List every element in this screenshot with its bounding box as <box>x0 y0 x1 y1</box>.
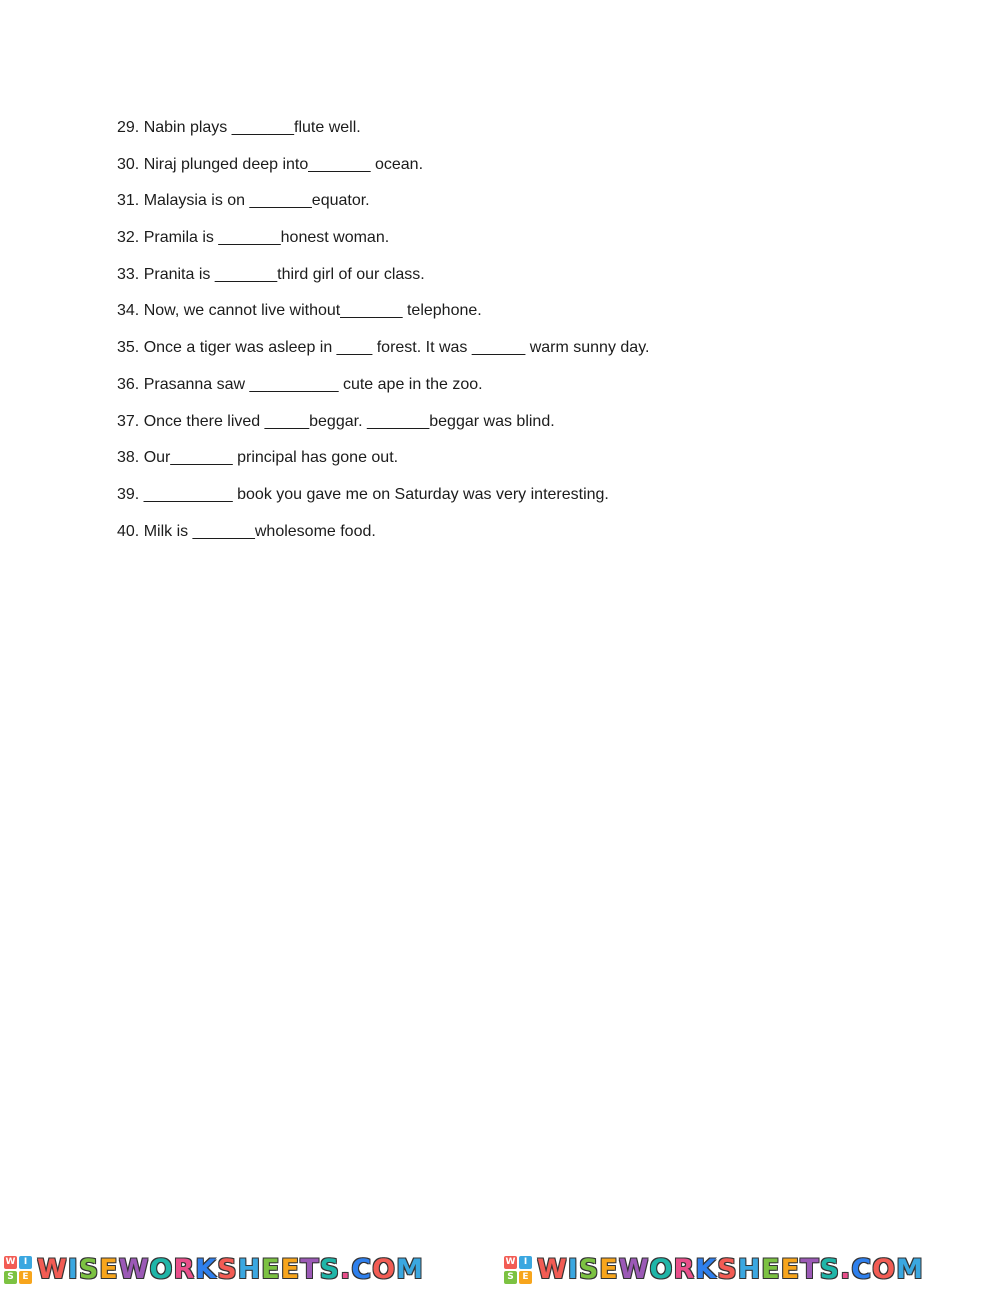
watermark-letter: E <box>599 1254 619 1285</box>
question-36: 36. Prasanna saw __________ cute ape in the zoo. <box>117 375 483 393</box>
logo-cell: S <box>504 1271 517 1284</box>
watermark-footer <box>0 1252 1000 1288</box>
watermark-letter: W <box>118 1254 150 1285</box>
watermark-letter: H <box>737 1254 762 1285</box>
watermark-letter: S <box>717 1254 738 1285</box>
watermark-letter: R <box>173 1254 196 1285</box>
watermark-letter: I <box>567 1254 579 1285</box>
watermark-letter: M <box>396 1254 424 1285</box>
watermark-letter: M <box>896 1254 924 1285</box>
watermark-letter: T <box>300 1254 320 1285</box>
logo-cell: I <box>519 1256 532 1269</box>
watermark-letter: S <box>578 1254 600 1285</box>
watermark-letter: S <box>819 1254 841 1285</box>
watermark-letter: O <box>649 1254 674 1285</box>
watermark-letter: T <box>800 1254 820 1285</box>
logo-cell: I <box>19 1256 32 1269</box>
watermark-letter: S <box>78 1254 100 1285</box>
question-40: 40. Milk is _______wholesome food. <box>117 522 376 540</box>
watermark-letter: O <box>872 1254 897 1285</box>
watermark-letter: W <box>618 1254 650 1285</box>
watermark-brand <box>504 1252 924 1288</box>
question-30: 30. Niraj plunged deep into_______ ocean. <box>117 155 424 173</box>
watermark-letter: E <box>280 1254 301 1285</box>
watermark-letter: I <box>67 1254 79 1285</box>
watermark-letter: E <box>780 1254 801 1285</box>
watermark-text <box>37 1252 424 1288</box>
question-39: 39. __________ book you gave me on Saturday was very interesting. <box>117 485 609 503</box>
watermark-letter: C <box>351 1254 373 1285</box>
question-32: 32. Pramila is _______honest woman. <box>117 229 390 247</box>
watermark-letter: H <box>237 1254 262 1285</box>
watermark-brand <box>4 1252 424 1288</box>
logo-cell: S <box>4 1271 17 1284</box>
logo-cell: W <box>505 1257 516 1267</box>
watermark-letter: E <box>99 1254 119 1285</box>
question-34: 34. Now, we cannot live without_______ telephone. <box>117 302 482 320</box>
watermark-letter: S <box>319 1254 341 1285</box>
watermark-letter: S <box>217 1254 238 1285</box>
watermark-letter: K <box>695 1254 718 1285</box>
watermark-letter: C <box>851 1254 873 1285</box>
question-33: 33. Pranita is _______third girl of our class. <box>117 265 425 283</box>
watermark-letter: . <box>340 1254 352 1285</box>
watermark-letter: W <box>37 1254 68 1285</box>
question-list <box>117 117 649 557</box>
watermark-letter: K <box>195 1254 218 1285</box>
logo-cell: E <box>19 1271 32 1284</box>
wise-logo-icon <box>4 1256 32 1284</box>
watermark-letter: E <box>261 1254 281 1285</box>
watermark-letter: W <box>537 1254 568 1285</box>
logo-cell: E <box>519 1271 532 1284</box>
question-29: 29. Nabin plays _______flute well. <box>117 119 361 136</box>
watermark-letter: O <box>149 1254 174 1285</box>
watermark-text <box>537 1252 924 1288</box>
question-37: 37. Once there lived _____beggar. _______beggar was blind. <box>117 412 555 430</box>
watermark-letter: E <box>761 1254 781 1285</box>
watermark-letter: . <box>840 1254 852 1285</box>
logo-cell: W <box>5 1257 16 1267</box>
watermark-letter: O <box>372 1254 397 1285</box>
wise-logo-icon <box>504 1256 532 1284</box>
watermark-letter: R <box>673 1254 696 1285</box>
question-31: 31. Malaysia is on _______equator. <box>117 192 370 210</box>
question-35: 35. Once a tiger was asleep in ____ forest. It was ______ warm sunny day. <box>117 339 650 357</box>
question-38: 38. Our_______ principal has gone out. <box>117 449 399 467</box>
